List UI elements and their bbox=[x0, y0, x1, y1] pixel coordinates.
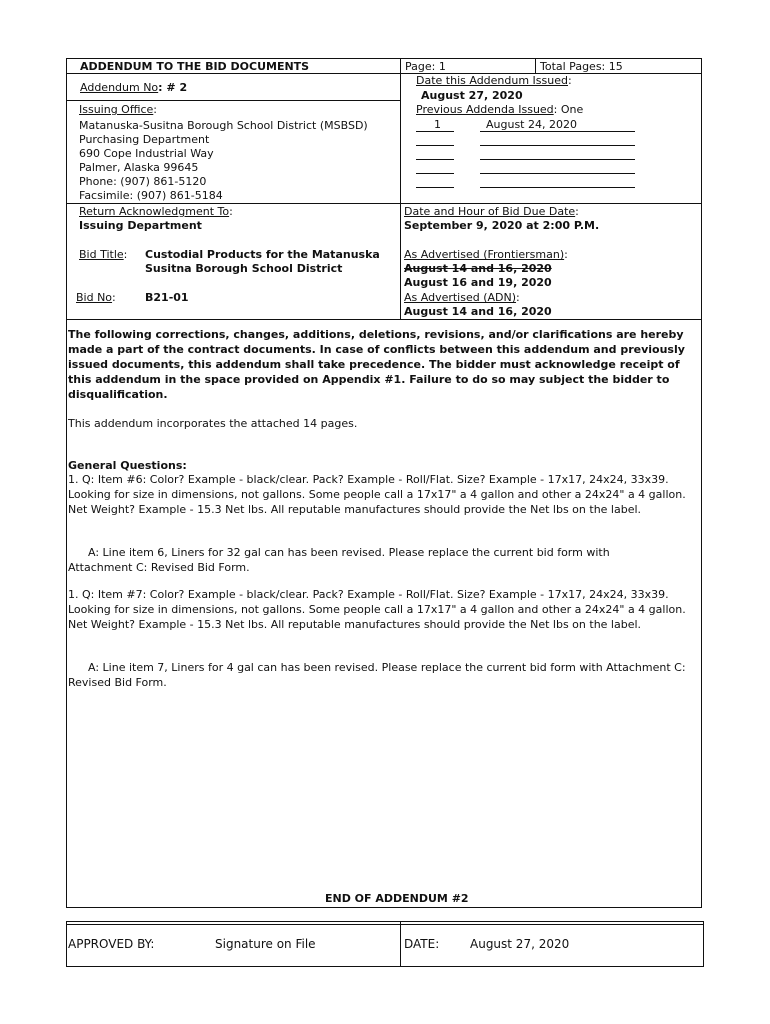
total-pages: Total Pages: 15 bbox=[540, 60, 623, 73]
advertised-frontiersman-old: August 14 and 16, 2020 bbox=[404, 262, 552, 275]
office-line: Facsimile: (907) 861-5184 bbox=[79, 189, 223, 202]
body-bottom-border bbox=[66, 907, 702, 908]
prev-addendum-num: 1 bbox=[434, 118, 441, 131]
issuing-office-label: Issuing Office bbox=[79, 103, 154, 116]
body-right-border bbox=[701, 319, 702, 908]
addendum-no-value: : # 2 bbox=[158, 81, 188, 94]
addendum-no-row bbox=[80, 81, 187, 95]
approval-date-value: August 27, 2020 bbox=[470, 937, 570, 951]
office-line: 690 Cope Industrial Way bbox=[79, 147, 214, 160]
advertised-frontiersman-new: August 16 and 19, 2020 bbox=[404, 276, 552, 289]
advertised-frontiersman-label: As Advertised (Frontiersman) bbox=[404, 248, 565, 261]
intro-paragraph: The following corrections, changes, additions, deletions, revisions, and/or clarifications are hereby made a part of the contract documents. In case of conflicts between this addendum and previously issued documents, this addendum shall take precedence. The bidder must acknowledge receipt of this addendum in the space provided on Appendix #1. Failure to do so may subject the bidder to disqualification. bbox=[68, 328, 685, 401]
addendum-no-label: Addendum No bbox=[80, 81, 159, 94]
advertised-frontiersman-heading: As Advertised (Frontiersman): bbox=[404, 248, 568, 261]
bid-title-line: Susitna Borough School District bbox=[145, 262, 343, 275]
date-issued-label: Date this Addendum Issued bbox=[416, 74, 568, 87]
prev-addendum-date: August 24, 2020 bbox=[486, 118, 577, 131]
prev-addendum-date-blank bbox=[480, 158, 635, 160]
header-bottom-border bbox=[66, 319, 702, 320]
prev-addendum-num-blank bbox=[416, 158, 454, 160]
advertised-adn-label: As Advertised (ADN) bbox=[404, 291, 517, 304]
advertised-adn-heading: As Advertised (ADN): bbox=[404, 291, 520, 304]
approved-by-value: Signature on File bbox=[215, 937, 316, 951]
end-of-addendum: END OF ADDENDUM #2 bbox=[325, 892, 469, 905]
office-line: Purchasing Department bbox=[79, 133, 210, 146]
prev-addendum-num-blank bbox=[416, 186, 454, 188]
due-date-value: September 9, 2020 at 2:00 P.M. bbox=[404, 219, 600, 232]
issuing-office-heading: Issuing Office: bbox=[79, 103, 158, 116]
header-top-border bbox=[66, 58, 702, 59]
approved-by-label: APPROVED BY: bbox=[68, 937, 155, 951]
approval-date-label: DATE: bbox=[404, 937, 440, 951]
bid-no-label: Bid No bbox=[76, 291, 113, 304]
previous-addenda-row bbox=[416, 103, 583, 117]
question-paragraph: 1. Q: Item #7: Color? Example - black/clear. Pack? Example - Roll/Flat. Size? Example - 17x17, 24x24, 33x39. Looking for size in dimensions, not gallons. Some people call a 17x17" a 4 gallon and other a 24x24" a 4 gallon. Net Weight? Example - 15.3 Net lbs. All reputable manufactures should provide the Net lbs on the label. bbox=[68, 588, 686, 631]
prev-addendum-num-blank bbox=[416, 172, 454, 174]
header-office-rule bbox=[66, 100, 401, 101]
date-issued-value: August 27, 2020 bbox=[421, 89, 523, 102]
body-left-border bbox=[66, 319, 67, 908]
addendum-title: ADDENDUM TO THE BID DOCUMENTS bbox=[80, 60, 310, 73]
bid-no-heading: Bid No: bbox=[76, 291, 116, 304]
prev-addendum-date-blank bbox=[480, 144, 635, 146]
answer-paragraph: A: Line item 7, Liners for 4 gal can has been revised. Please replace the current bid form with Attachment C: Revised Bid Form. bbox=[68, 661, 686, 689]
prev-addendum-date-blank bbox=[480, 186, 635, 188]
header-page-divider bbox=[535, 58, 536, 74]
prev-addendum-date-blank bbox=[480, 172, 635, 174]
question-paragraph: 1. Q: Item #6: Color? Example - black/clear. Pack? Example - Roll/Flat. Size? Example - 17x17, 24x24, 33x39. Looking for size in dimensions, not gallons. Some people call a 17x17" a 4 gallon and other a 24x24" a 4 gallon. Net Weight? Example - 15.3 Net lbs. All reputable manufactures should provide the Net lbs on the label. bbox=[68, 473, 686, 516]
header-right-border bbox=[701, 58, 702, 320]
header-left-border bbox=[66, 58, 67, 320]
due-date-heading: Date and Hour of Bid Due Date: bbox=[404, 205, 579, 218]
bid-title-label: Bid Title bbox=[79, 248, 124, 261]
return-ack-value: Issuing Department bbox=[79, 219, 202, 232]
answer-paragraph: A: Line item 6, Liners for 32 gal can has been revised. Please replace the current bid form with Attachment C: Revised Bid Form. bbox=[68, 546, 610, 574]
previous-addenda-label: Previous Addenda Issued bbox=[416, 103, 554, 116]
due-date-label: Date and Hour of Bid Due Date bbox=[404, 205, 576, 218]
date-issued-row: Date this Addendum Issued: bbox=[416, 74, 572, 87]
bid-no-value: B21-01 bbox=[145, 291, 189, 304]
general-questions-heading: General Questions: bbox=[68, 459, 187, 472]
page-number: Page: 1 bbox=[405, 60, 446, 73]
approval-box bbox=[66, 921, 704, 967]
approval-inner-top bbox=[66, 924, 704, 925]
bid-title-heading: Bid Title: bbox=[79, 248, 128, 261]
office-line: Palmer, Alaska 99645 bbox=[79, 161, 199, 174]
office-line: Phone: (907) 861-5120 bbox=[79, 175, 207, 188]
incorporates-text: This addendum incorporates the attached 14 pages. bbox=[68, 417, 358, 430]
return-ack-heading: Return Acknowledgment To: bbox=[79, 205, 233, 218]
header-return-rule bbox=[66, 203, 702, 204]
previous-addenda-value: : One bbox=[553, 103, 584, 116]
prev-addendum-num-blank bbox=[416, 144, 454, 146]
approval-divider bbox=[400, 921, 401, 967]
header-center-divider bbox=[400, 58, 401, 320]
return-ack-label: Return Acknowledgment To bbox=[79, 205, 230, 218]
advertised-adn-value: August 14 and 16, 2020 bbox=[404, 305, 552, 318]
bid-title-line: Custodial Products for the Matanuska bbox=[145, 248, 380, 261]
office-line: Matanuska-Susitna Borough School District (MSBSD) bbox=[79, 119, 368, 132]
